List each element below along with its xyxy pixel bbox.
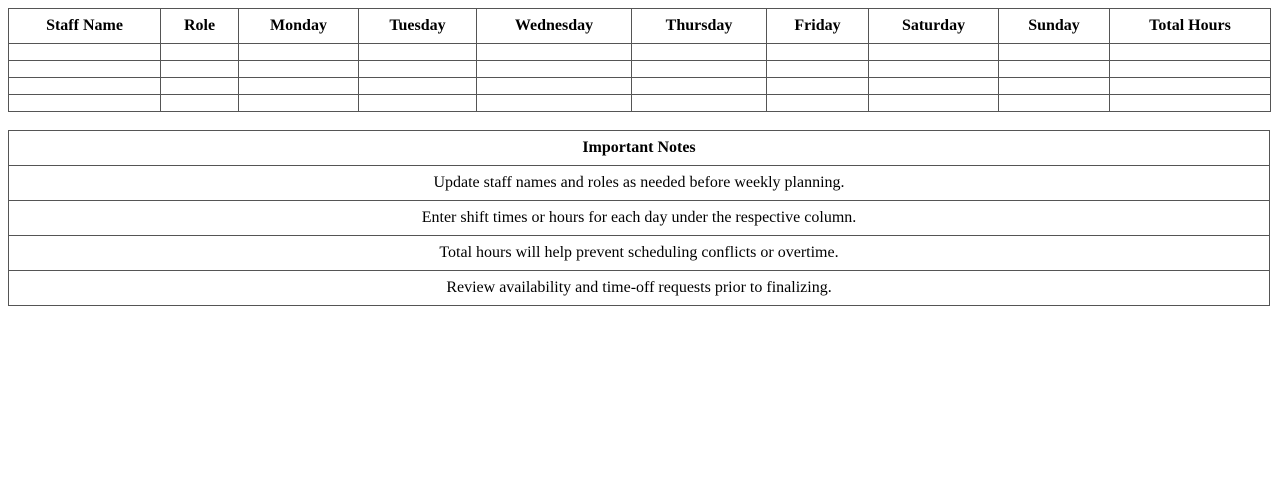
cell-wednesday[interactable] (477, 61, 632, 78)
important-notes-table (8, 130, 1270, 306)
cell-total-hours[interactable] (1110, 95, 1271, 112)
cell-friday[interactable] (767, 61, 869, 78)
cell-sunday[interactable] (999, 78, 1110, 95)
header-staff-name: Staff Name (9, 9, 161, 44)
notes-title: Important Notes (9, 131, 1270, 166)
header-role: Role (161, 9, 239, 44)
note-row (9, 201, 1270, 236)
cell-wednesday[interactable] (477, 44, 632, 61)
header-friday: Friday (767, 9, 869, 44)
cell-tuesday[interactable] (359, 78, 477, 95)
cell-wednesday[interactable] (477, 95, 632, 112)
cell-monday[interactable] (239, 95, 359, 112)
note-row (9, 271, 1270, 306)
cell-sunday[interactable] (999, 44, 1110, 61)
schedule-row (9, 61, 1271, 78)
cell-friday[interactable] (767, 78, 869, 95)
cell-total-hours[interactable] (1110, 44, 1271, 61)
cell-staff-name[interactable] (9, 78, 161, 95)
header-sunday: Sunday (999, 9, 1110, 44)
note-row (9, 166, 1270, 201)
cell-wednesday[interactable] (477, 78, 632, 95)
cell-sunday[interactable] (999, 95, 1110, 112)
cell-tuesday[interactable] (359, 61, 477, 78)
cell-role[interactable] (161, 95, 239, 112)
cell-friday[interactable] (767, 95, 869, 112)
cell-monday[interactable] (239, 61, 359, 78)
cell-role[interactable] (161, 78, 239, 95)
cell-thursday[interactable] (632, 61, 767, 78)
header-tuesday: Tuesday (359, 9, 477, 44)
cell-monday[interactable] (239, 78, 359, 95)
cell-staff-name[interactable] (9, 95, 161, 112)
header-thursday: Thursday (632, 9, 767, 44)
cell-thursday[interactable] (632, 44, 767, 61)
cell-saturday[interactable] (869, 61, 999, 78)
note-item: Update staff names and roles as needed before weekly planning. (9, 166, 1270, 201)
cell-saturday[interactable] (869, 95, 999, 112)
staff-schedule-table (8, 8, 1271, 112)
cell-staff-name[interactable] (9, 61, 161, 78)
cell-thursday[interactable] (632, 78, 767, 95)
schedule-row (9, 44, 1271, 61)
notes-header-row (9, 131, 1270, 166)
cell-sunday[interactable] (999, 61, 1110, 78)
schedule-header-row (9, 9, 1271, 44)
note-item: Review availability and time-off requests prior to finalizing. (9, 271, 1270, 306)
note-item: Enter shift times or hours for each day under the respective column. (9, 201, 1270, 236)
header-total-hours: Total Hours (1110, 9, 1271, 44)
cell-total-hours[interactable] (1110, 61, 1271, 78)
header-wednesday: Wednesday (477, 9, 632, 44)
cell-monday[interactable] (239, 44, 359, 61)
cell-role[interactable] (161, 44, 239, 61)
cell-total-hours[interactable] (1110, 78, 1271, 95)
header-saturday: Saturday (869, 9, 999, 44)
schedule-row (9, 95, 1271, 112)
schedule-row (9, 78, 1271, 95)
cell-role[interactable] (161, 61, 239, 78)
cell-saturday[interactable] (869, 78, 999, 95)
note-item: Total hours will help prevent scheduling conflicts or overtime. (9, 236, 1270, 271)
cell-saturday[interactable] (869, 44, 999, 61)
header-monday: Monday (239, 9, 359, 44)
note-row (9, 236, 1270, 271)
cell-tuesday[interactable] (359, 95, 477, 112)
cell-friday[interactable] (767, 44, 869, 61)
cell-thursday[interactable] (632, 95, 767, 112)
cell-tuesday[interactable] (359, 44, 477, 61)
cell-staff-name[interactable] (9, 44, 161, 61)
